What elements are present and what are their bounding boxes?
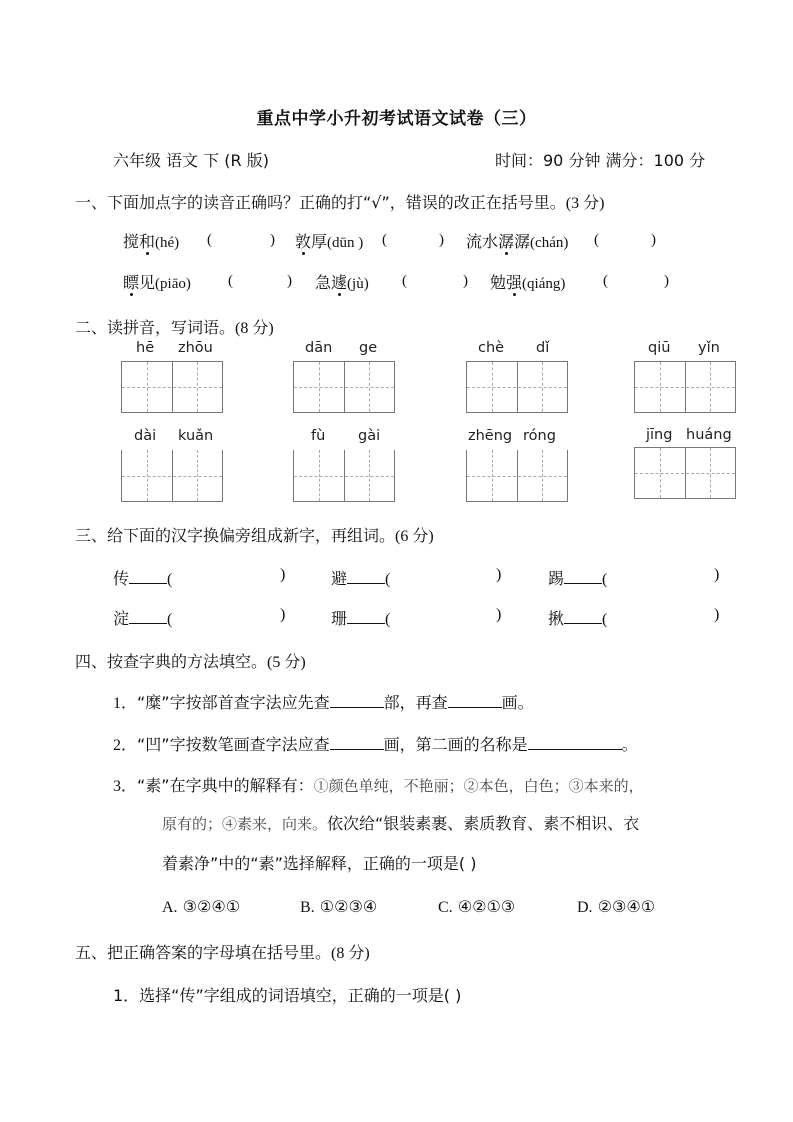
pinyin-label: kuǎn xyxy=(178,428,214,444)
section1-heading xyxy=(75,190,604,213)
section4-heading: 四、按查字典的方法填空。(5 分) xyxy=(75,652,306,671)
grade-info: 六年级 语文 下 (R 版) xyxy=(113,151,269,170)
pinyin-label: chè xyxy=(478,340,505,356)
pinyin-label: ge xyxy=(359,340,378,356)
pinyin-label: hē xyxy=(136,340,155,356)
option-b[interactable]: B. ①②③④ xyxy=(300,897,378,916)
writing-grid-4[interactable] xyxy=(634,361,736,413)
pinyin-label: dài xyxy=(134,428,157,444)
section5-heading: 五、把正确答案的字母填在括号里。(8 分) xyxy=(75,943,370,962)
dictionary-question-3: 3．“素”在字典中的解释有：①颜色单纯，不艳丽；②本色，白色；③本来的， xyxy=(113,776,644,795)
dotted-char: 敦 xyxy=(295,232,312,251)
dotted-char: 强 xyxy=(506,273,523,292)
answer-paren-4[interactable]: ( ) xyxy=(228,273,292,289)
writing-grid-8[interactable] xyxy=(634,447,736,499)
exam-title: 重点中学小升初考试语文试卷（三） xyxy=(256,109,537,129)
radical-item-5[interactable]: 珊 ( xyxy=(331,609,391,628)
answer-paren-2[interactable]: ( ) xyxy=(382,232,444,248)
section3-heading: 三、给下面的汉字换偏旁组成新字，再组词。(6 分) xyxy=(75,526,434,545)
radical-item-1[interactable]: 传 ( xyxy=(113,569,173,588)
dotted-char: 瞟 xyxy=(123,273,140,292)
close-paren: ) xyxy=(280,566,286,583)
writing-grid-2[interactable] xyxy=(293,361,395,413)
answer-paren-6[interactable]: ( ) xyxy=(603,273,669,289)
radical-item-2[interactable]: 避 ( xyxy=(331,569,391,588)
radical-item-3[interactable]: 踢 ( xyxy=(548,569,608,588)
pinyin-label: fù xyxy=(311,428,326,444)
pinyin-label: róng xyxy=(523,428,556,444)
dotted-char: 遽 xyxy=(331,273,348,292)
close-paren: ) xyxy=(714,566,720,583)
time-score: 时间：90 分钟 满分：100 分 xyxy=(495,151,706,170)
radical-item-6[interactable]: 揪 ( xyxy=(548,609,608,628)
dictionary-question-2: 2．“凹”字按数笔画查字法应查 画，第二画的名称是 。 xyxy=(113,735,638,754)
writing-grid-3[interactable] xyxy=(466,361,568,413)
answer-paren-3[interactable]: ( ) xyxy=(594,232,656,248)
section5-question-1: 1．选择“传”字组成的词语填空，正确的一项是( ) xyxy=(113,986,462,1005)
dictionary-question-3-line2: 原有的；④素来，向来。依次给“银装素裹、素质教育、素不相识、衣 xyxy=(162,814,640,833)
close-paren: ) xyxy=(496,606,502,623)
pinyin-item-6: 勉强(qiáng) xyxy=(490,273,566,292)
pinyin-label: gài xyxy=(358,428,381,444)
dictionary-question-3-line3: 着素净”中的“素”选择解释，正确的一项是( ) xyxy=(162,854,477,873)
pinyin-item-4: 瞟见(piāo) xyxy=(123,273,191,292)
pinyin-label: qiū xyxy=(648,340,671,356)
dotted-char: 和 xyxy=(139,232,156,251)
pinyin-label: jīng xyxy=(646,427,673,443)
section2-heading: 二、读拼音，写词语。(8 分) xyxy=(75,318,274,337)
writing-grid-1[interactable] xyxy=(121,361,223,413)
section1-score: (3 分) xyxy=(565,195,605,212)
close-paren: ) xyxy=(496,566,502,583)
section1-title: 一、下面加点字的读音正确吗？正确的打“√”，错误的改正在括号里。 xyxy=(75,193,566,212)
option-d[interactable]: D. ②③④① xyxy=(577,897,656,916)
pinyin-label: zhēng xyxy=(468,428,513,444)
answer-blank[interactable] xyxy=(448,693,502,708)
pinyin-label: zhōu xyxy=(178,340,213,356)
close-paren: ) xyxy=(280,606,286,623)
pinyin-label: dān xyxy=(305,340,333,356)
option-a[interactable]: A. ③②④① xyxy=(162,897,241,916)
dotted-char: 潺 xyxy=(498,232,515,251)
radical-item-4[interactable]: 淀 ( xyxy=(113,609,173,628)
dictionary-question-1: 1．“糜”字按部首查字法应先查 部，再查 画。 xyxy=(113,693,534,712)
writing-grid-5[interactable] xyxy=(121,450,223,502)
pinyin-item-5: 急遽(jù) xyxy=(315,273,369,292)
answer-blank[interactable] xyxy=(528,735,622,750)
writing-grid-6[interactable] xyxy=(293,450,395,502)
option-c[interactable]: C. ④②①③ xyxy=(438,897,516,916)
close-paren: ) xyxy=(714,606,720,623)
pinyin-label: dǐ xyxy=(536,340,550,356)
pinyin-item-3: 流水潺潺(chán) xyxy=(466,232,569,251)
pinyin-item-1: 搅和(hé) xyxy=(123,232,180,251)
answer-paren-5[interactable]: ( ) xyxy=(402,273,468,289)
pinyin-label: yǐn xyxy=(698,340,720,356)
pinyin-label: huáng xyxy=(686,427,732,443)
answer-blank[interactable] xyxy=(330,735,384,750)
writing-grid-7[interactable] xyxy=(466,450,568,502)
answer-paren-1[interactable]: ( ) xyxy=(207,232,275,248)
pinyin-item-2: 敦厚(dūn ) xyxy=(295,232,364,251)
answer-blank[interactable] xyxy=(330,693,384,708)
